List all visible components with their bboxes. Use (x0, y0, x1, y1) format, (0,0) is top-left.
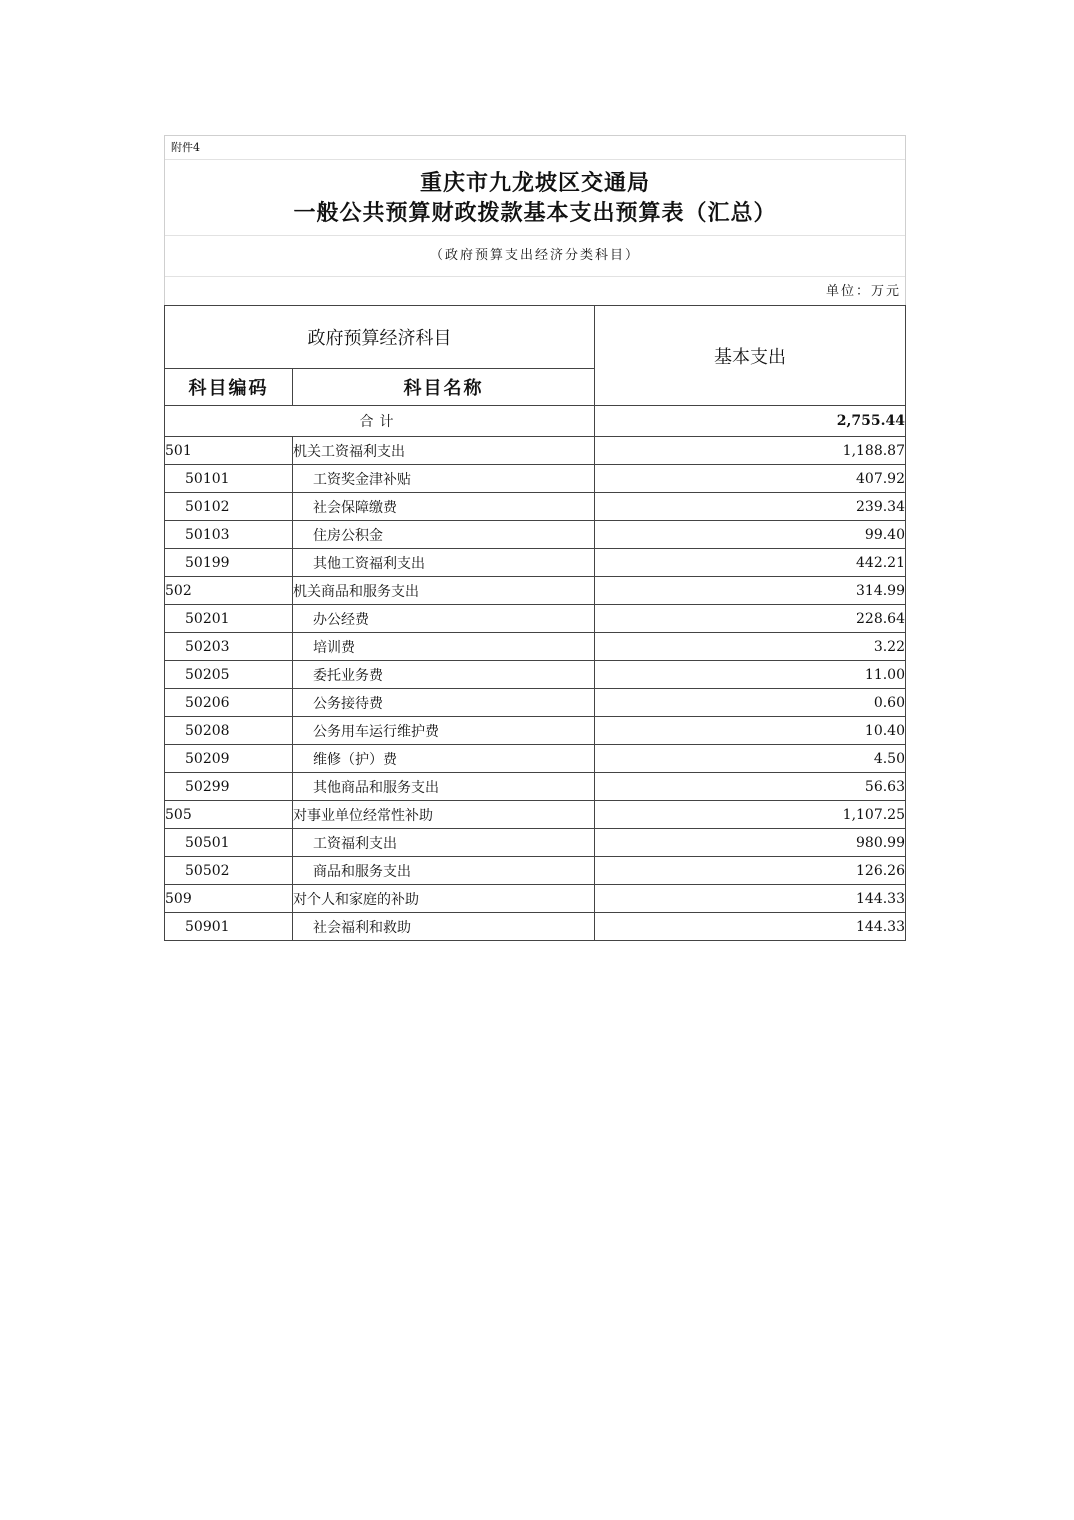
row-code: 50501 (165, 829, 293, 857)
budget-sheet (164, 135, 906, 941)
title-block (165, 160, 905, 236)
row-name: 对个人和家庭的补助 (293, 885, 595, 913)
row-code: 50203 (165, 633, 293, 661)
row-code: 50102 (165, 493, 293, 521)
group-header: 政府预算经济科目 (165, 306, 595, 369)
row-amount: 144.33 (595, 885, 906, 913)
row-code: 505 (165, 801, 293, 829)
row-amount: 4.50 (595, 745, 906, 773)
row-code: 50208 (165, 717, 293, 745)
table-row (165, 549, 906, 577)
row-name: 社会福利和救助 (293, 913, 595, 941)
row-name: 公务用车运行维护费 (293, 717, 595, 745)
row-code: 50206 (165, 689, 293, 717)
row-code: 509 (165, 885, 293, 913)
total-value: 2,755.44 (595, 406, 906, 437)
row-amount: 1,188.87 (595, 437, 906, 465)
row-name: 公务接待费 (293, 689, 595, 717)
row-code: 50502 (165, 857, 293, 885)
table-row (165, 745, 906, 773)
total-row (165, 406, 906, 437)
row-code: 50901 (165, 913, 293, 941)
row-name: 商品和服务支出 (293, 857, 595, 885)
total-label: 合计 (165, 406, 595, 437)
table-row (165, 661, 906, 689)
row-name: 机关商品和服务支出 (293, 577, 595, 605)
row-amount: 442.21 (595, 549, 906, 577)
row-amount: 980.99 (595, 829, 906, 857)
row-name: 其他商品和服务支出 (293, 773, 595, 801)
row-amount: 10.40 (595, 717, 906, 745)
name-header: 科目名称 (293, 369, 595, 406)
row-name: 维修（护）费 (293, 745, 595, 773)
row-code: 50103 (165, 521, 293, 549)
row-amount: 0.60 (595, 689, 906, 717)
row-code: 502 (165, 577, 293, 605)
code-header: 科目编码 (165, 369, 293, 406)
table-row (165, 633, 906, 661)
row-code: 501 (165, 437, 293, 465)
row-code: 50209 (165, 745, 293, 773)
budget-table (164, 305, 906, 941)
row-amount: 228.64 (595, 605, 906, 633)
page-title: 重庆市九龙坡区交通局 (419, 170, 650, 196)
row-code: 50299 (165, 773, 293, 801)
table-row (165, 577, 906, 605)
page-subtitle-title: 一般公共预算财政拨款基本支出预算表（汇总） (293, 200, 777, 226)
row-name: 其他工资福利支出 (293, 549, 595, 577)
row-amount: 1,107.25 (595, 801, 906, 829)
row-name: 办公经费 (293, 605, 595, 633)
row-amount: 407.92 (595, 465, 906, 493)
amount-header: 基本支出 (595, 306, 906, 406)
row-amount: 11.00 (595, 661, 906, 689)
table-row (165, 857, 906, 885)
row-amount: 3.22 (595, 633, 906, 661)
row-name: 工资奖金津补贴 (293, 465, 595, 493)
row-amount: 144.33 (595, 913, 906, 941)
row-name: 对事业单位经常性补助 (293, 801, 595, 829)
table-row (165, 913, 906, 941)
row-amount: 239.34 (595, 493, 906, 521)
table-row (165, 521, 906, 549)
table-row (165, 829, 906, 857)
table-row (165, 773, 906, 801)
table-row (165, 717, 906, 745)
row-amount: 56.63 (595, 773, 906, 801)
row-amount: 126.26 (595, 857, 906, 885)
classification-note: （政府预算支出经济分类科目） (165, 236, 905, 277)
table-row (165, 605, 906, 633)
row-amount: 99.40 (595, 521, 906, 549)
row-code: 50201 (165, 605, 293, 633)
row-amount: 314.99 (595, 577, 906, 605)
table-row (165, 689, 906, 717)
attachment-label: 附件4 (165, 136, 905, 160)
row-name: 培训费 (293, 633, 595, 661)
table-row (165, 493, 906, 521)
unit-label: 单位：万元 (825, 284, 901, 299)
row-code: 50199 (165, 549, 293, 577)
row-name: 委托业务费 (293, 661, 595, 689)
row-name: 机关工资福利支出 (293, 437, 595, 465)
row-code: 50205 (165, 661, 293, 689)
row-name: 工资福利支出 (293, 829, 595, 857)
row-code: 50101 (165, 465, 293, 493)
row-name: 住房公积金 (293, 521, 595, 549)
table-row (165, 885, 906, 913)
table-row (165, 437, 906, 465)
row-name: 社会保障缴费 (293, 493, 595, 521)
table-row (165, 465, 906, 493)
table-row (165, 801, 906, 829)
